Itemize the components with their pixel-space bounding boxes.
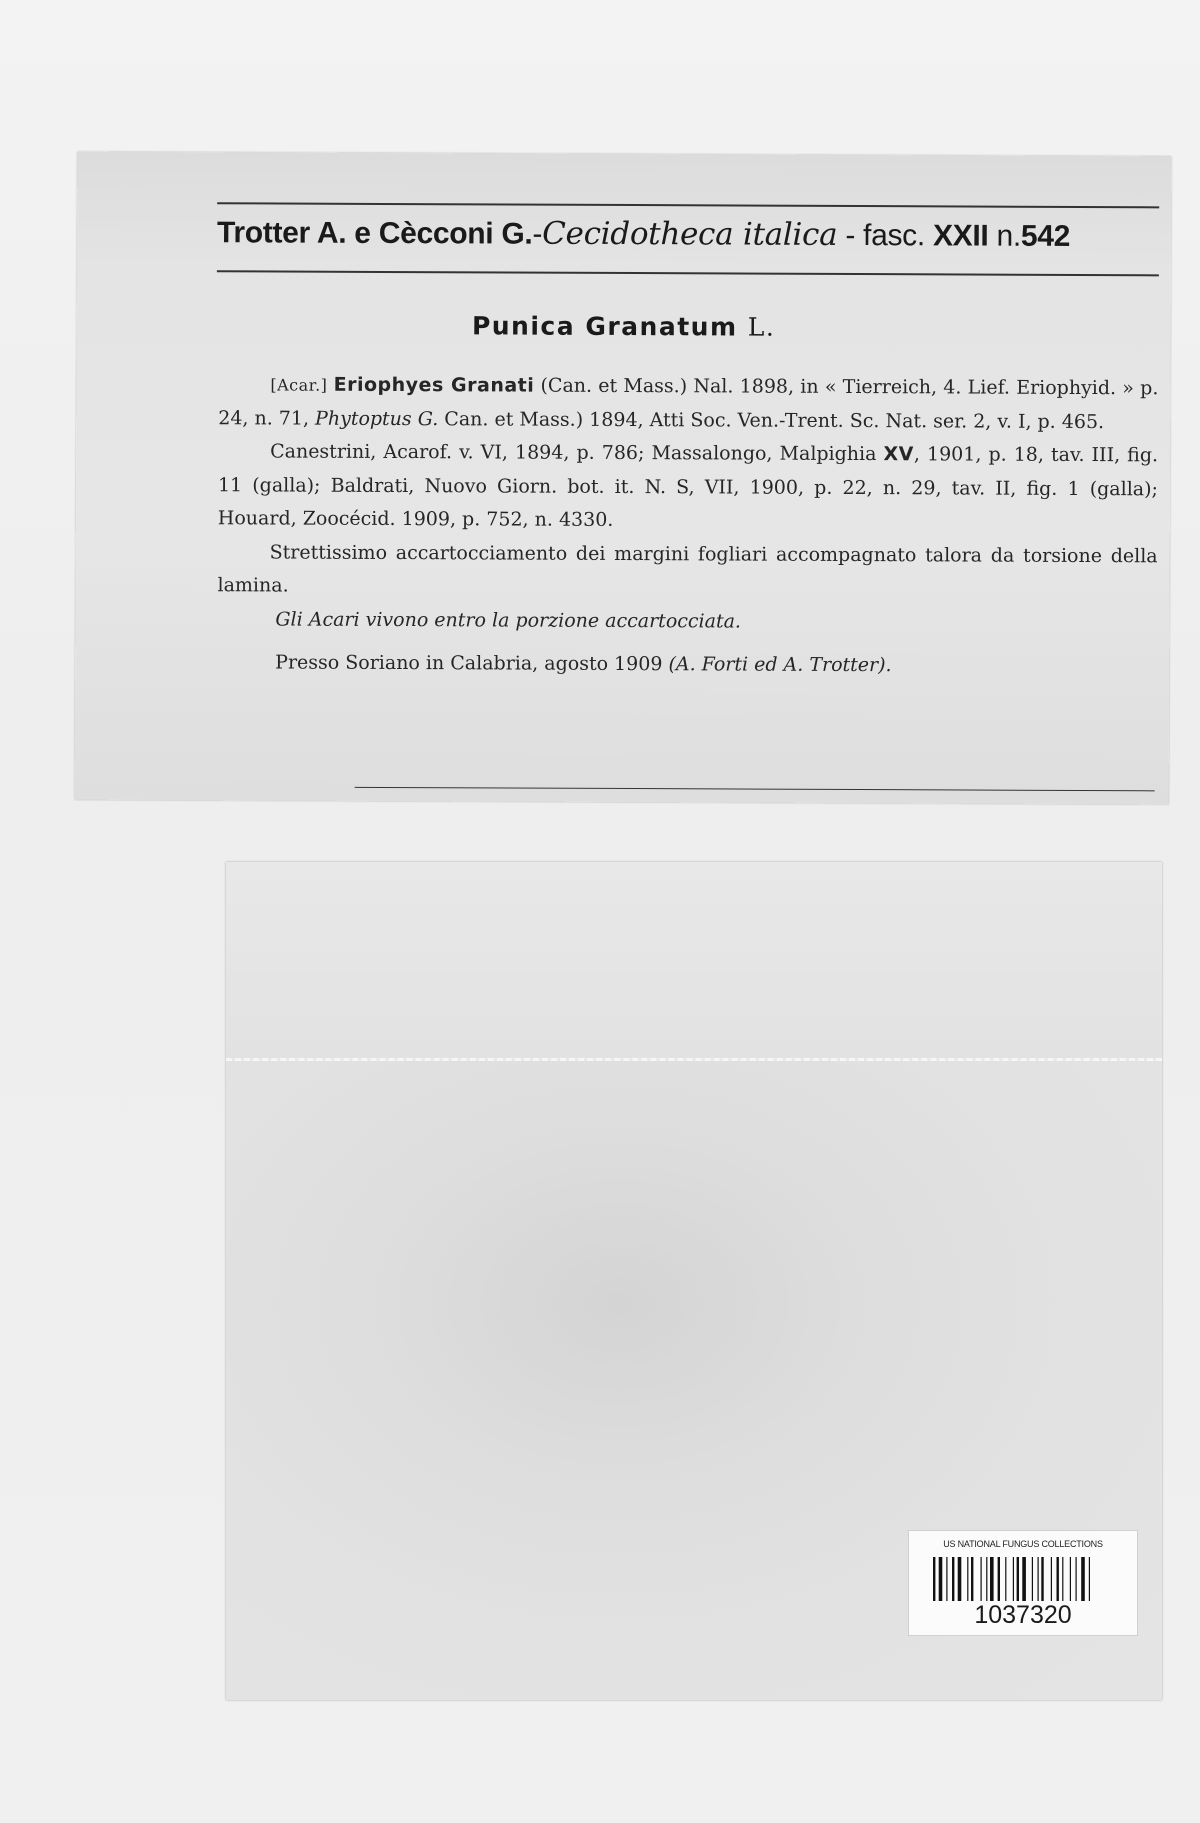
label-rule-footer — [355, 787, 1155, 791]
header-fascicle: - fasc. — [837, 218, 934, 253]
references-volume: XV — [883, 443, 914, 466]
header-number: 542 — [1020, 219, 1071, 253]
group-tag: [Acar.] — [270, 375, 328, 395]
header-series: Cecidotheca italica — [542, 215, 838, 253]
species-name: Eriophyes Granati — [333, 373, 535, 397]
references-paragraph — [218, 435, 1158, 540]
citation-text-1: (Can. et Mass.) Nal. 1898, in « Tierreich, 4. Lief. Eriophyid. » p. 24, n. 71, — [218, 374, 1159, 430]
header-authors: Trotter A. e Cècconi G. — [216, 216, 533, 251]
host-author: L. — [747, 312, 776, 342]
references-text-2: , 1901, p. 18, tav. III, fig. 11 (galla); Baldrati, Nuovo Giorn. bot. it. N. S, VII, 1900, p. 22, n. 29, tav. II, fig. 1 (galla); Houard, Zoocécid. 1909, p. 752, n. 4330. — [217, 443, 1159, 531]
synonymy-paragraph — [218, 368, 1158, 439]
header-rule-top — [217, 202, 1159, 208]
collectors: (A. Forti ed A. Trotter). — [668, 653, 892, 677]
sticker-number: 1037320 — [974, 1601, 1072, 1629]
host-plant-title — [77, 310, 1171, 344]
header-rule-bottom — [217, 270, 1159, 276]
specimen-label — [75, 152, 1172, 805]
sticker-title: US NATIONAL FUNGUS COLLECTIONS — [943, 1539, 1103, 1549]
locality-text: Presso Soriano in Calabria, agosto 1909 — [275, 651, 669, 676]
packet-flap — [226, 862, 1162, 1061]
header-fascicle-number: XXII — [932, 219, 989, 253]
label-header — [217, 214, 1159, 254]
label-body — [217, 368, 1158, 684]
note-paragraph: Gli Acari vivono entro la porzione accartocciata. — [275, 607, 742, 633]
references-text-1: Canestrini, Acarof. v. VI, 1894, p. 786; Massalongo, Malpighia — [270, 440, 884, 466]
barcode-icon — [933, 1557, 1113, 1601]
citation-text-2: Can. et Mass.) 1894, Atti Soc. Ven.-Trent. Sc. Nat. ser. 2, v. I, p. 465. — [438, 407, 1105, 433]
description-paragraph: Strettissimo accartocciamento dei margini fogliari accompagnato talora da torsione della lamina. — [217, 540, 1158, 597]
host-name: Punica Granatum — [471, 311, 738, 342]
header-separator: - — [532, 217, 543, 251]
locality-paragraph — [217, 646, 1157, 684]
barcode-sticker — [908, 1530, 1138, 1636]
header-number-prefix: n. — [988, 219, 1022, 253]
synonym-name: Phytoptus G. — [315, 407, 439, 430]
